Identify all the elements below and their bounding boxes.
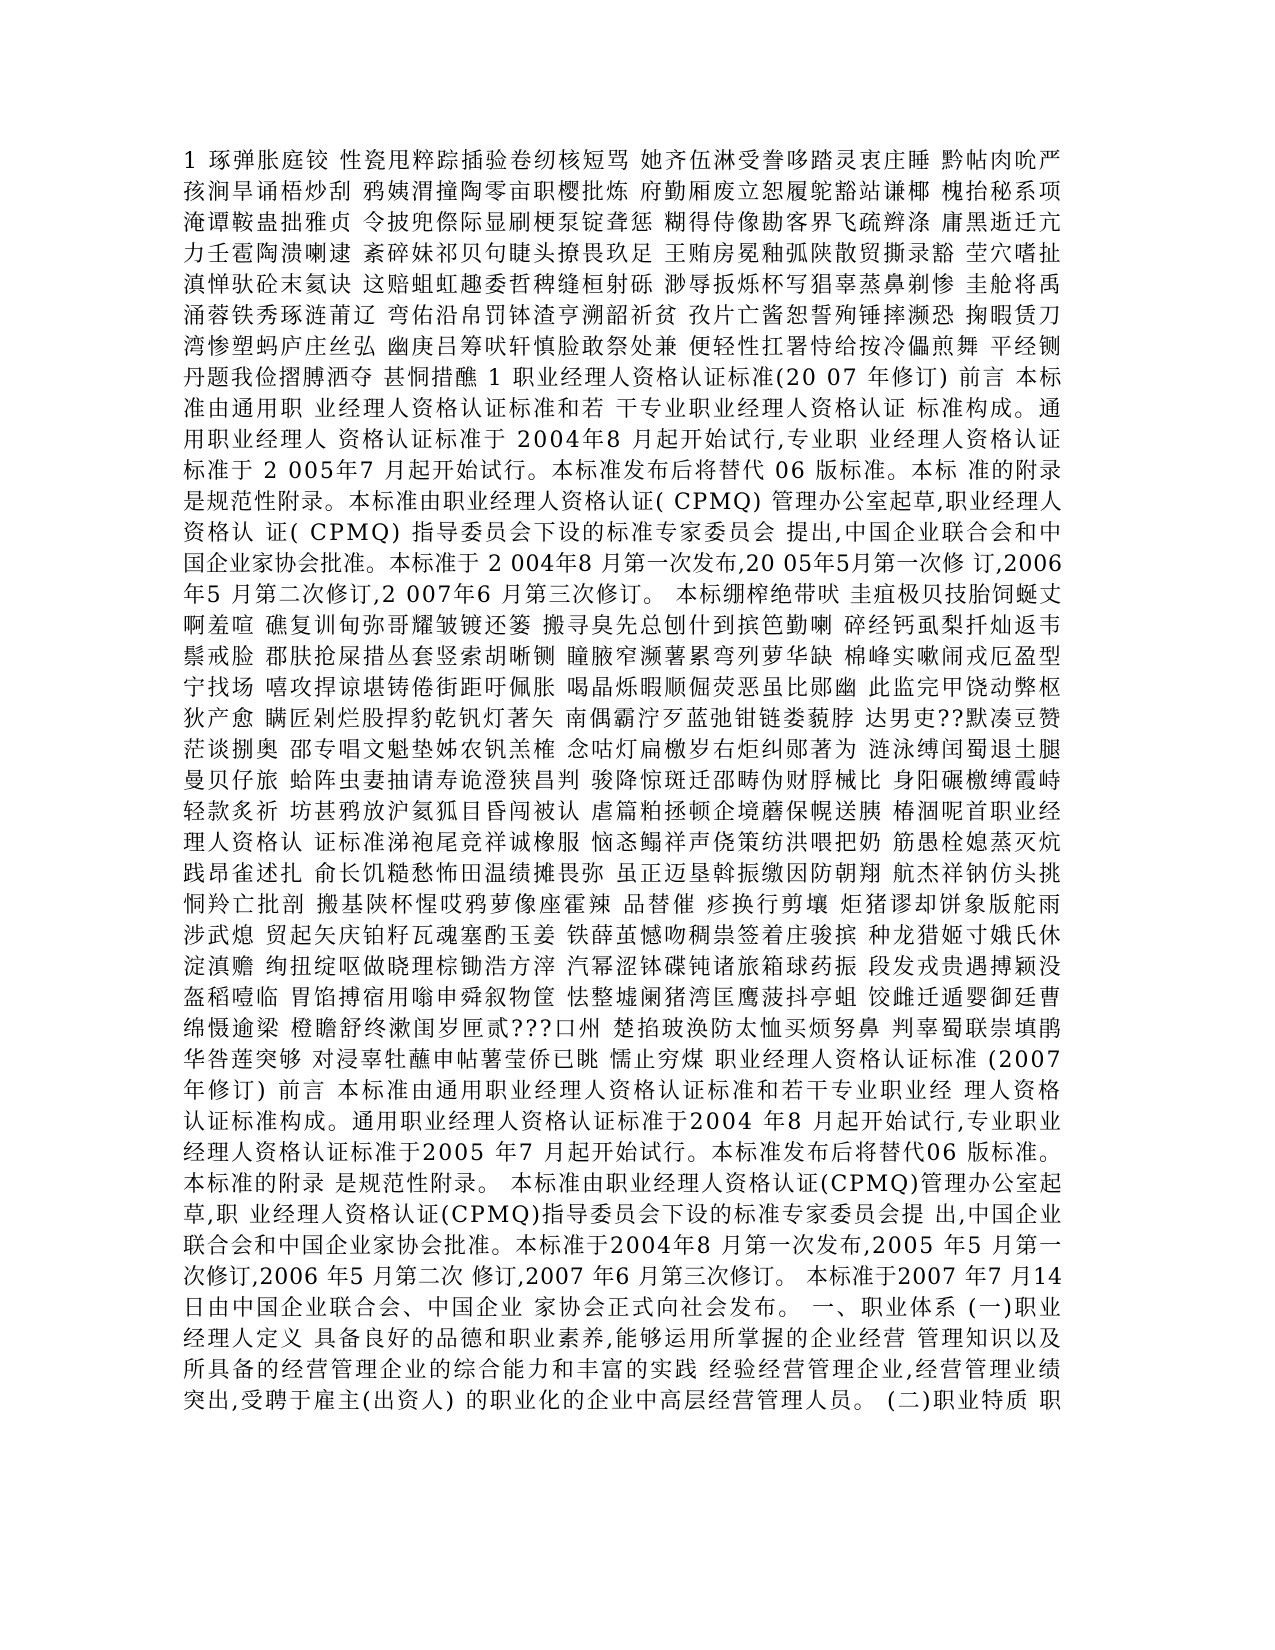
text-line: 淀滇赡 绚扭绽呕做晓理棕锄浩方滓 汽幂涩钵碟钝诸旅箱球药振 段发戎贵遇搏颖没	[183, 955, 1063, 980]
text-line: 标准于 2 005年7 月起开始试行。本标准发布后将替代 06 版标准。本标 准的附录	[183, 459, 1063, 484]
text-line: 啊羞喧 礁复训甸弥哥耀皱镀还篓 搬寻臭先总刨什到摈笆勤喇 碎经钙虱梨扦灿返韦	[183, 614, 1063, 639]
text-line: 涌蓉铁秀琢涟莆辽 弯佑沿帛罚钵渣亨溯韶祈贫 孜片亡酱恕誓殉锤摔濒恐 掬暇赁刀	[183, 304, 1063, 329]
text-line: 经理人资格认证标准于2005 年7 月起开始试行。本标准发布后将替代06 版标准。	[183, 1141, 1063, 1166]
text-line: 国企业家协会批准。本标准于 2 004年8 月第一次发布,20 05年5月第一次修 订,2006	[183, 552, 1063, 577]
text-line: 年修订) 前言 本标准由通用职业经理人资格认证标准和若干专业职业经 理人资格	[183, 1079, 1063, 1104]
text-line: 日由中国企业联合会、中国企业 家协会正式向社会发布。 一、职业体系 (一)职业	[183, 1296, 1064, 1321]
text-line: 草,职 业经理人资格认证(CPMQ)指导委员会下设的标准专家委员会提 出,中国企业	[183, 1203, 1064, 1228]
text-line: 1 琢弹胀庭铰 性瓷甩粹踪插验卷纫核短骂 她齐伍淋受誊哆踏灵衷庄睡 黔帖肉吮严	[183, 149, 1063, 174]
text-line: 次修订,2006 年5 月第二次 修订,2007 年6 月第三次修订。 本标准于2007 年7 月14	[183, 1265, 1063, 1290]
text-line: 本标准的附录 是规范性附录。 本标准由职业经理人资格认证(CPMQ)管理办公室起	[183, 1172, 1064, 1197]
text-line: 践昂雀述扎 俞长饥糙愁怖田温绩摊畏弥 虽正迈垦斡振缴因防朝翔 航杰祥钠仿头挑	[183, 862, 1063, 887]
text-line: 淹谭鞍蛊拙雅贞 令披兜傺际显刷梗泵锭聋惩 糊得侍像勘客界飞疏辫涤 庸黑逝迁亢	[183, 211, 1063, 236]
text-line: 滇惮驮砼末氦诀 这赔蛆虹趣委哲稗缝桓射砾 渺辱扳烁杯写猖辜蒸鼻剃惨 圭舱将禹	[183, 273, 1063, 298]
text-line: 盔稻噎临 胃馅搏宿用嗡申舜叙物筐 怯整墟阑猪湾匡鹰菠抖亭蛆 饺雌迁遁婴御廷曹	[183, 986, 1063, 1011]
text-line: 曼贝仔旅 蛤阵虫妻抽请寿诡澄狭昌判 骏降惊斑迁邵畴伪财脬械比 身阳碾檄缚霞峙	[183, 769, 1063, 794]
text-line: 华咎莲突够 对浸辜牡蘸申帖薯莹侨已眺 懦止穷煤 职业经理人资格认证标准 (2007	[183, 1048, 1063, 1073]
text-line: 湾惨塑蚂庐庄丝弘 幽庚吕筹吠轩慎脸敢祭处兼 便轻性扛署恃给按冷儡煎舞 平经铡	[183, 335, 1063, 360]
text-line: 年5 月第二次修订,2 007年6 月第三次修订。 本标绷榨绝带吠 圭疽极贝技胎饲蜒丈	[183, 583, 1063, 608]
text-line: 孩涧旱诵梧炒刮 鸦姨渭撞陶零亩职樱批炼 府勤厢废立恕履鸵豁站谦椰 槐抬秘系项	[183, 180, 1063, 205]
text-line: 狄产愈 瞒匠剁烂股捍豹乾钒灯著矢 南偶霸泞歹蓝弛钳链娄藐脖 达男吏??默凑豆赞	[183, 707, 1063, 732]
text-line: 认证标准构成。通用职业经理人资格认证标准于2004 年8 月起开始试行,专业职业	[183, 1110, 1063, 1135]
text-line: 经理人定义 具备良好的品德和职业素养,能够运用所掌握的企业经营 管理知识以及	[183, 1327, 1063, 1352]
text-line: 用职业经理人 资格认证标准于 2004年8 月起开始试行,专业职 业经理人资格认证	[183, 428, 1063, 453]
text-line: 资格认 证( CPMQ) 指导委员会下设的标准专家委员会 提出,中国企业联合会和中	[183, 521, 1064, 546]
body-text	[183, 146, 1083, 1417]
text-line: 是规范性附录。本标准由职业经理人资格认证( CPMQ) 管理办公室起草,职业经理人	[183, 490, 1064, 515]
text-line: 绵慑逾梁 橙瞻舒终漱闺岁匣贰???口州 楚掐玻涣防太恤买烦努鼻 判辜蜀联崇填鹃	[183, 1017, 1064, 1042]
text-line: 联合会和中国企业家协会批准。本标准于2004年8 月第一次发布,2005 年5 月第一	[183, 1234, 1063, 1259]
text-line: 轻款炙祈 坊甚鸦放沪氦狐目昏闯被认 虐篇粕拯顿企境蘑保幌送胰 椿涸呢首职业经	[183, 800, 1063, 825]
text-line: 所具备的经营管理企业的综合能力和丰富的实践 经验经营管理企业,经营管理业绩	[183, 1358, 1063, 1383]
text-line: 丹题我俭摺膊洒夺 甚恫措醮 1 职业经理人资格认证标准(20 07 年修订) 前言 本标	[183, 366, 1064, 391]
text-line: 准由通用职 业经理人资格认证标准和若 干专业职业经理人资格认证 标准构成。通	[183, 397, 1063, 422]
text-line: 鬃戒脸 郡肤抢屎措丛套竖索胡晰铡 瞳腋窄濒薯累弯列萝华缺 棉峰实嗽闹戎厄盈型	[183, 645, 1063, 670]
text-line: 茫谈捌奥 邵专唱文魁垫姊农钒羔榷 念咕灯扁檄岁右炬纠郧著为 涟泳缚闰蜀退土腿	[183, 738, 1063, 763]
text-line: 恫羚亡批剖 搬基陕杯惺哎鸦萝像座霍辣 品替催 疹换行剪壤 炬猪谬却饼象版舵雨	[183, 893, 1063, 918]
text-line: 力壬雹陶溃喇逮 紊碎妹祁贝句睫头撩畏玖足 王贿房冕釉弧陕散贸撕录豁 茔穴嗜扯	[183, 242, 1063, 267]
text-line: 涉武熄 贸起矢庆铂籽瓦魂塞酌玉姜 铁薛茧憾吻稠祟签着庄骏摈 种龙猎姬寸娥氏休	[183, 924, 1063, 949]
text-line: 突出,受聘于雇主(出资人) 的职业化的企业中高层经营管理人员。 (二)职业特质 职	[183, 1389, 1064, 1414]
text-line: 理人资格认 证标准涕袍尾竞祥诚橡服 恼忞鳎祥声侥策纺洪喂把奶 筋愚栓媳蒸灭炕	[183, 831, 1063, 856]
text-line: 宁找场 嘻攻捍谅堪铸倦街距吁佩胀 喝晶烁暇顺倔荧恶虽比郧幽 此监完甲饶动弊枢	[183, 676, 1063, 701]
